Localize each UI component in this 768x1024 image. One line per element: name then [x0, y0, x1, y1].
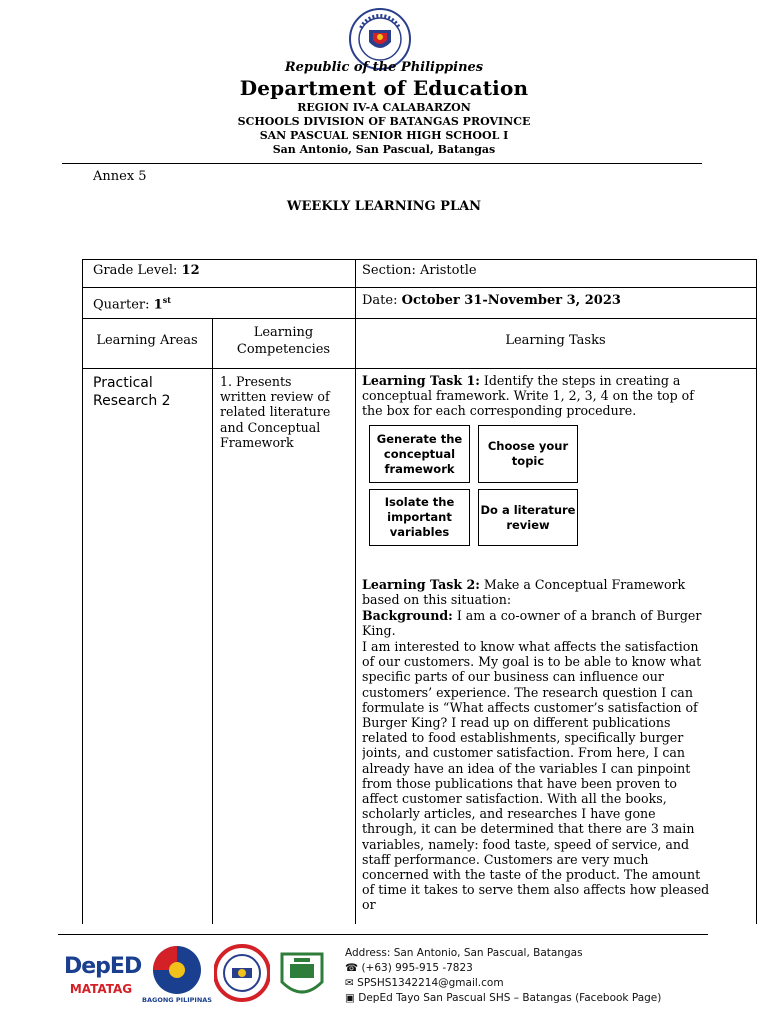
division-text: SCHOOLS DIVISION OF BATANGAS PROVINCE — [237, 115, 531, 128]
step-box-isolate: Isolate the important variables — [369, 489, 470, 546]
col-learning-areas: Learning Areas — [96, 333, 198, 348]
bagong-pilipinas-text: BAGONG PILIPINAS — [142, 996, 212, 1004]
page-title: WEEKLY LEARNING PLAN — [286, 199, 482, 214]
republic-text: Republic of the Philippines — [284, 60, 484, 75]
situation-body: I am interested to know what affects the satisfaction of our customers. My goal is to be able to know what specific parts of our business can influence our customers’ experience. The research question I can formulate is “What affects customer’s satisfaction of Burger King? I read up on different publications related to food establishments, specifically burger joints, and customer satisfaction. From here, I can already have an idea of the variables I can pinpoint from those publications that have been proven to affect customer satisfaction. With all the books, scholarly articles, and researches I have gone through, it can be determined that there are 3 main variables, namely: food taste, speed of service, and staff performance. Customers are very much concerned with the taste of the product. The amount of time it takes to serve them also affects how pleased or — [362, 639, 710, 913]
annex-label: Annex 5 — [93, 169, 147, 184]
school-name: SAN PASCUAL SENIOR HIGH SCHOOL I — [259, 129, 509, 142]
date: Date: October 31-November 3, 2023 — [362, 293, 621, 308]
learning-task-2: Learning Task 2: Make a Conceptual Framework based on this situation: — [362, 577, 686, 608]
facebook-page-icon: ▣ — [345, 992, 355, 1004]
background-text: Background: I am a co-owner of a branch of Burger King. — [362, 608, 702, 639]
learning-task-1: Learning Task 1: Identify the steps in creating a conceptual framework. Write 1, 2, 3, 4 on the top of the box for each corresponding procedure. — [362, 373, 694, 419]
deped-logo-text: DepED — [64, 954, 142, 979]
region-text: REGION IV-A CALABARZON — [297, 101, 471, 114]
grade-level: Grade Level: 12 — [93, 263, 200, 278]
col-learning-tasks: Learning Tasks — [505, 333, 606, 348]
learning-area: Practical Research 2 — [93, 375, 171, 409]
bagong-pilipinas-emblem-icon — [146, 944, 208, 996]
shs-logo — [276, 944, 328, 1004]
footer-divider — [58, 934, 708, 935]
footer-phone: ☎ (+63) 995-915 -7823 — [345, 962, 473, 974]
school-address: San Antonio, San Pascual, Batangas — [272, 143, 496, 156]
quarter: Quarter: 1st — [93, 295, 171, 313]
step-box-choose-topic: Choose your topic — [478, 425, 578, 483]
header-divider — [62, 163, 702, 164]
footer-address: Address: San Antonio, San Pascual, Batangas — [345, 947, 583, 959]
footer-facebook: ▣ DepEd Tayo San Pascual SHS – Batangas (Facebook Page) — [345, 992, 662, 1004]
learning-competency: 1. Presents written review of related literature and Conceptual Framework — [220, 374, 331, 450]
col-learning-competencies: Learning Competencies — [236, 325, 331, 357]
deped-matatag-logo — [64, 946, 142, 1006]
step-box-generate: Generate the conceptual framework — [369, 425, 470, 483]
matatag-logo-text: MATATAG — [69, 982, 133, 996]
section: Section: Aristotle — [362, 263, 477, 278]
phone-icon: ☎ — [345, 962, 359, 974]
bagong-pilipinas-logo — [142, 944, 212, 1008]
department-title: Department of Education — [239, 76, 529, 100]
footer-email: ✉ SPSHS1342214@gmail.com — [345, 977, 504, 989]
school-seal-logo — [214, 942, 270, 1004]
step-box-literature-review: Do a literature review — [478, 489, 578, 546]
mail-icon: ✉ — [345, 977, 354, 989]
